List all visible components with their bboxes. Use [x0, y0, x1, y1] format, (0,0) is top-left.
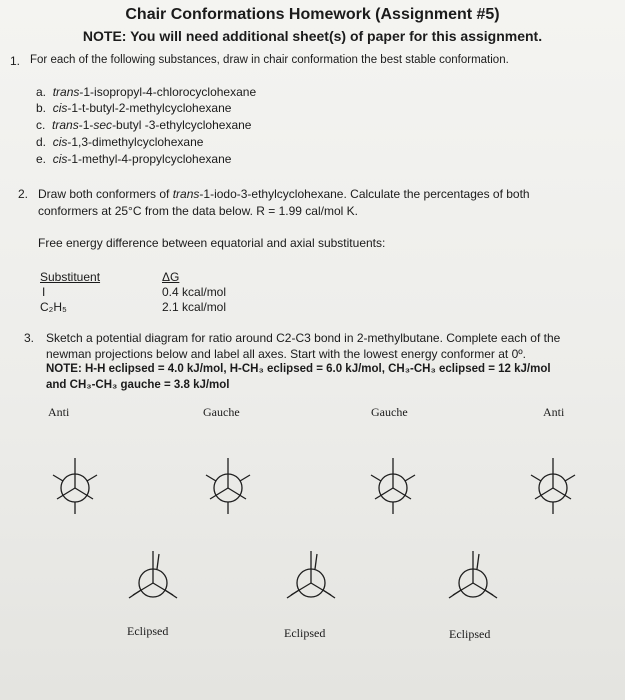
q1-item-a	[36, 85, 256, 99]
conformer-label-eclipsed: Eclipsed	[449, 627, 491, 641]
item-letter: c.	[36, 118, 46, 132]
q2-line1-a: Draw both conformers of	[38, 187, 173, 201]
item-prefix: cis	[52, 101, 68, 115]
q1-item-d	[36, 135, 203, 149]
q2-line1-italic: trans	[172, 187, 200, 201]
back-bond	[405, 475, 415, 481]
table-header-substituent: Substituent	[40, 270, 101, 284]
back-bond	[206, 475, 216, 481]
q3-line3: NOTE: H-H eclipsed = 4.0 kJ/mol, H-CH₃ eclipsed = 6.0 kJ/mol, CH₃-CH₃ eclipsed = 12 kJ/mol	[46, 363, 551, 375]
table-header-delta-g: ΔG	[162, 270, 180, 284]
item-letter: b.	[36, 101, 47, 115]
back-bond	[485, 590, 497, 598]
back-bond	[87, 475, 97, 481]
table-cell-value: 2.1 kcal/mol	[162, 300, 227, 314]
item-sec: sec	[93, 118, 113, 132]
q3-line1: Sketch a potential diagram for ratio around C2-C3 bond in 2-methylbutane. Complete each of the	[46, 331, 561, 345]
back-bond	[165, 590, 177, 598]
back-bond	[565, 475, 575, 481]
q1-item-e	[36, 152, 231, 166]
newman-eclipsed-3	[443, 548, 503, 610]
conformer-label-eclipsed: Eclipsed	[284, 626, 326, 640]
back-bond	[240, 475, 250, 481]
page-note: NOTE: You will need additional sheet(s) of paper for this assignment.	[82, 28, 543, 44]
item-letter: e.	[36, 152, 47, 166]
back-bond	[129, 590, 141, 598]
back-bond	[371, 475, 381, 481]
q1-text: For each of the following substances, draw in chair conformation the best stable conformation.	[30, 54, 509, 66]
table-cell-substituent: C₂H₅	[40, 300, 67, 314]
front-bond	[393, 488, 411, 499]
back-bond	[477, 554, 479, 569]
q2-number: 2.	[18, 187, 29, 201]
item-rest: -1-isopropyl-4-chlorocyclohexane	[79, 85, 257, 99]
item-rest: -1-t-butyl-2-methylcyclohexane	[67, 101, 232, 115]
front-bond	[210, 488, 228, 499]
item-rest: -1,3-dimethylcyclohexane	[67, 135, 204, 149]
front-bond	[75, 488, 93, 499]
conformer-label-anti: Anti	[543, 405, 565, 419]
q3-number: 3.	[24, 331, 35, 345]
back-bond	[315, 554, 317, 569]
conformer-label-eclipsed: Eclipsed	[127, 624, 169, 638]
back-bond	[287, 590, 299, 598]
newman-staggered-4	[523, 458, 583, 518]
item-prefix: cis	[52, 135, 68, 149]
back-bond	[323, 590, 335, 598]
item-middle: -1-	[78, 118, 94, 132]
back-bond	[157, 554, 159, 569]
q2-free-energy: Free energy difference between equatorial and axial substituents:	[38, 236, 386, 250]
item-letter: a.	[36, 85, 47, 99]
back-bond	[53, 475, 63, 481]
item-rest: -butyl -3-ethylcyclohexane	[112, 118, 252, 132]
page-title: Chair Conformations Homework (Assignment #5)	[125, 6, 500, 23]
front-bond	[553, 488, 571, 499]
front-bond	[57, 488, 75, 499]
front-bond	[535, 488, 553, 499]
back-bond	[531, 475, 541, 481]
newman-eclipsed-1	[123, 548, 183, 610]
conformer-label-anti: Anti	[48, 405, 70, 419]
front-bond	[375, 488, 393, 499]
front-bond	[228, 488, 246, 499]
back-bond	[449, 590, 461, 598]
q1-item-b	[36, 101, 231, 115]
conformer-label-gauche: Gauche	[203, 405, 240, 419]
item-prefix: trans	[52, 85, 80, 99]
table-cell-substituent: I	[42, 285, 46, 299]
q3-line2: newman projections below and label all axes. Start with the lowest energy conformer at 0º.	[46, 347, 526, 361]
q2-line1-b: -1-iodo-3-ethylcyclohexane. Calculate the percentages of both	[199, 187, 530, 201]
q3-line4: and CH₃-CH₃ gauche = 3.8 kJ/mol	[46, 379, 230, 391]
conformer-label-gauche: Gauche	[371, 405, 408, 419]
q1-number: 1.	[10, 54, 21, 68]
item-rest: -1-methyl-4-propylcyclohexane	[67, 152, 232, 166]
item-prefix: cis	[52, 152, 68, 166]
item-prefix: trans	[52, 118, 79, 132]
q2-line1	[38, 187, 530, 201]
newman-staggered-2	[198, 458, 258, 518]
table-cell-value: 0.4 kcal/mol	[162, 285, 227, 299]
newman-staggered-1	[45, 458, 105, 518]
newman-staggered-3	[363, 458, 423, 518]
q2-line2: conformers at 25°C from the data below. R = 1.99 cal/mol K.	[38, 204, 358, 218]
q1-item-c	[36, 118, 251, 132]
newman-eclipsed-2	[281, 548, 341, 610]
item-letter: d.	[36, 135, 47, 149]
